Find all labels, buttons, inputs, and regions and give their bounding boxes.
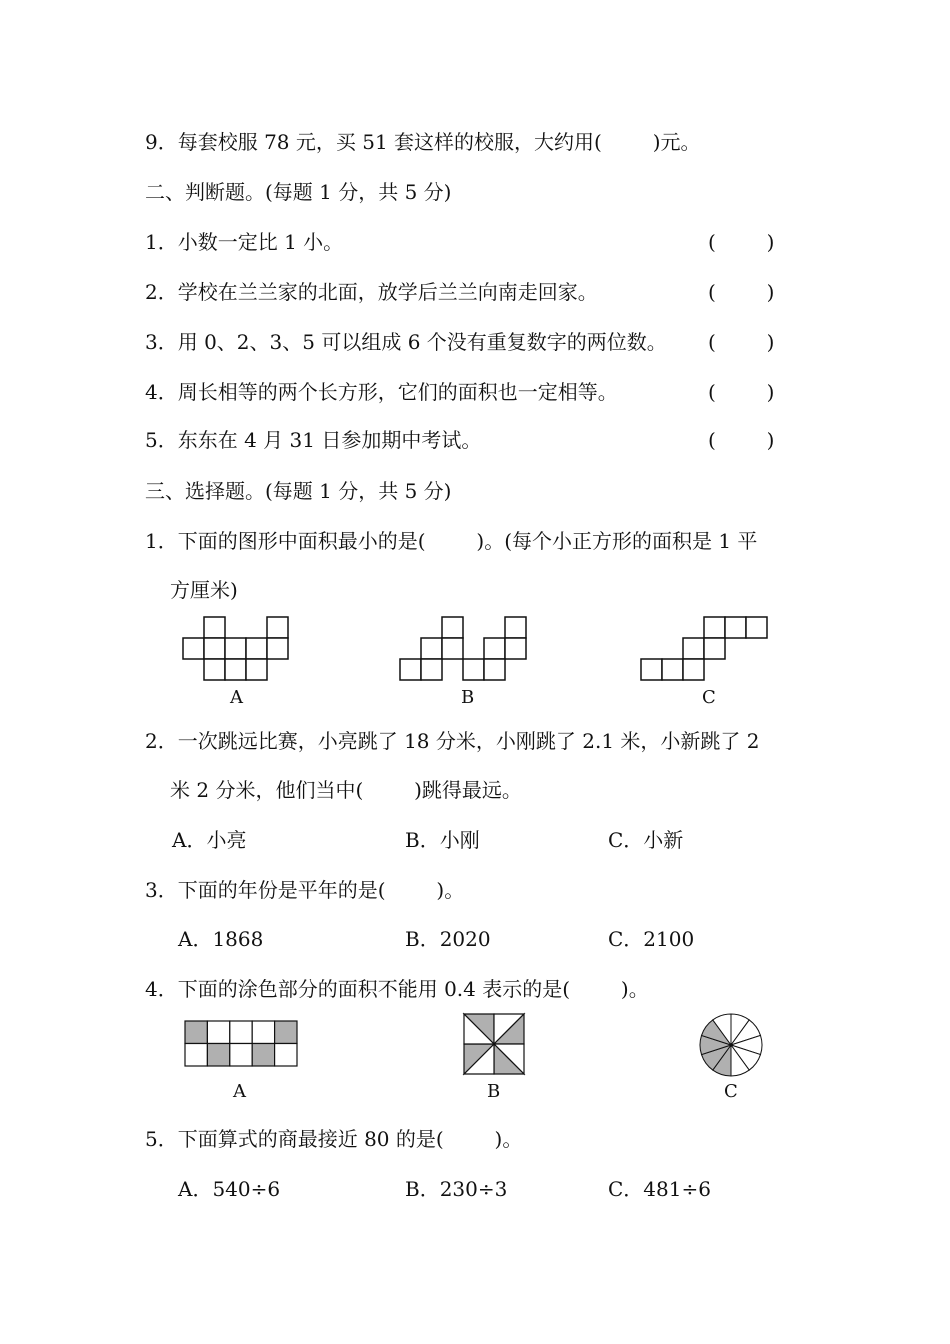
grid-square [421, 659, 442, 680]
choice-q5-line1: 5．下面算式的商最接近 80 的是( )。 [145, 1127, 523, 1151]
grid-square [442, 617, 463, 638]
judge-answer-5[interactable]: ( ) [708, 428, 775, 452]
grid-square [505, 638, 526, 659]
grid-cell [207, 1021, 229, 1044]
judge-answer-1[interactable]: ( ) [708, 230, 775, 254]
choice-q2-line1: 2．一次跳远比赛，小亮跳了 18 分米，小刚跳了 2.1 米，小新跳了 2 [145, 729, 760, 753]
q3-option-c[interactable]: C．2100 [608, 927, 695, 951]
question-9: 9．每套校服 78 元，买 51 套这样的校服，大约用( )元。 [145, 130, 701, 154]
q5-option-b[interactable]: B．230÷3 [405, 1177, 508, 1201]
q1-label-b: B [461, 687, 475, 708]
q1-label-a: A [230, 687, 243, 708]
judge-item-1: 1．小数一定比 1 小。 [145, 230, 344, 254]
judge-item-3: 3．用 0、2、3、5 可以组成 6 个没有重复数字的两位数。 [145, 330, 667, 354]
q3-option-b[interactable]: B．2020 [405, 927, 491, 951]
q1-figure-c[interactable] [639, 615, 773, 681]
judge-answer-3[interactable]: ( ) [708, 330, 775, 354]
q1-figure-a[interactable] [181, 615, 293, 681]
grid-cell [185, 1044, 207, 1067]
choice-q1-line2: 方厘米) [170, 578, 238, 602]
grid-square [204, 638, 225, 659]
grid-square [204, 617, 225, 638]
q2-option-a[interactable]: A．小亮 [172, 828, 247, 852]
q4-figure-c[interactable] [698, 1012, 764, 1078]
choice-q4-line1: 4．下面的涂色部分的面积不能用 0.4 表示的是( )。 [145, 977, 649, 1001]
judge-answer-4[interactable]: ( ) [708, 380, 775, 404]
section-3-title: 三、选择题。(每题 1 分，共 5 分) [145, 479, 452, 503]
grid-cell [230, 1021, 252, 1044]
q4-figure-a[interactable] [184, 1020, 298, 1068]
judge-item-2: 2．学校在兰兰家的北面，放学后兰兰向南走回家。 [145, 280, 598, 304]
grid-square [505, 617, 526, 638]
grid-square [225, 638, 246, 659]
grid-square [421, 638, 442, 659]
section-2-title: 二、判断题。(每题 1 分，共 5 分) [145, 180, 452, 204]
grid-square [225, 659, 246, 680]
grid-square [746, 617, 767, 638]
q2-option-b[interactable]: B．小刚 [405, 828, 480, 852]
choice-q3-line1: 3．下面的年份是平年的是( )。 [145, 878, 465, 902]
grid-square [183, 638, 204, 659]
grid-square [704, 617, 725, 638]
grid-square [442, 638, 463, 659]
grid-square [246, 659, 267, 680]
judge-answer-2[interactable]: ( ) [708, 280, 775, 304]
q4-label-c: C [724, 1081, 738, 1102]
grid-square [725, 617, 746, 638]
grid-square [683, 659, 704, 680]
q2-option-c[interactable]: C．小新 [608, 828, 684, 852]
q3-option-a[interactable]: A．1868 [178, 927, 264, 951]
grid-square [641, 659, 662, 680]
grid-cell-shaded [185, 1021, 207, 1044]
grid-square [267, 617, 288, 638]
q4-label-a: A [233, 1081, 246, 1102]
q1-figure-b[interactable] [398, 615, 532, 681]
grid-cell [252, 1021, 274, 1044]
grid-cell [230, 1044, 252, 1067]
grid-cell [275, 1044, 297, 1067]
q1-label-c: C [702, 687, 716, 708]
choice-q2-line2: 米 2 分米，他们当中( )跳得最远。 [170, 778, 522, 802]
grid-cell-shaded [207, 1044, 229, 1067]
grid-square [463, 659, 484, 680]
grid-cell-shaded [275, 1021, 297, 1044]
q4-figure-b[interactable] [462, 1012, 526, 1076]
choice-q1-line1: 1．下面的图形中面积最小的是( )。(每个小正方形的面积是 1 平 [145, 529, 758, 553]
grid-square [267, 638, 288, 659]
grid-square [704, 638, 725, 659]
q5-option-a[interactable]: A．540÷6 [178, 1177, 281, 1201]
grid-square [246, 638, 267, 659]
grid-cell-shaded [252, 1044, 274, 1067]
grid-square [484, 638, 505, 659]
grid-square [484, 659, 505, 680]
q4-label-b: B [487, 1081, 501, 1102]
judge-item-5: 5．东东在 4 月 31 日参加期中考试。 [145, 428, 482, 452]
grid-square [400, 659, 421, 680]
grid-square [204, 659, 225, 680]
judge-item-4: 4．周长相等的两个长方形，它们的面积也一定相等。 [145, 380, 618, 404]
grid-square [683, 638, 704, 659]
grid-square [662, 659, 683, 680]
q5-option-c[interactable]: C．481÷6 [608, 1177, 711, 1201]
